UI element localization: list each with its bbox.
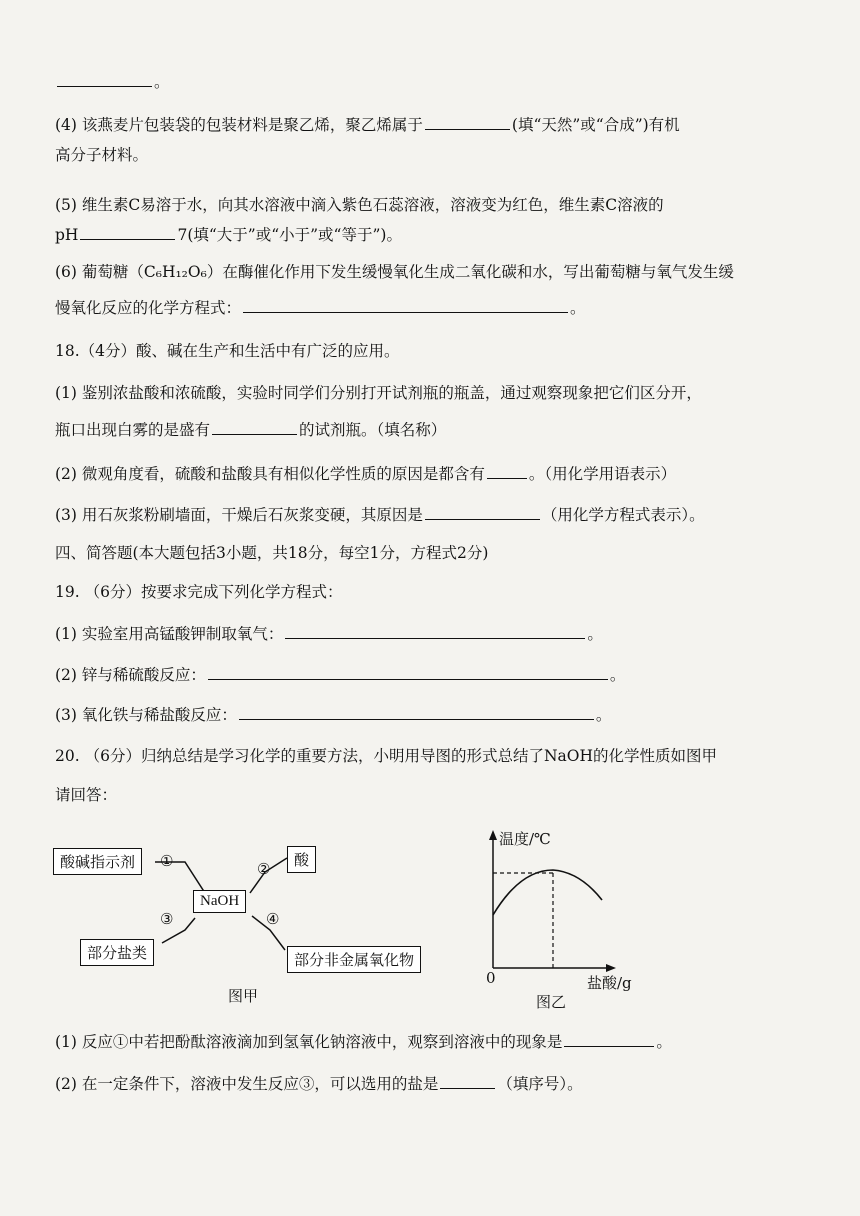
label-4: ④	[266, 910, 280, 928]
period: 。	[587, 625, 603, 643]
period: 。	[656, 1033, 672, 1051]
yi-ylabel: 温度/℃	[499, 830, 551, 848]
answer-blank[interactable]	[440, 1074, 495, 1089]
caption-jia: 图甲	[228, 987, 259, 1005]
ph-label: pH	[55, 226, 79, 244]
period: 。	[154, 73, 170, 91]
q18-2-text: (2) 微观角度看，硫酸和盐酸具有相似化学性质的原因是都含有	[55, 465, 485, 483]
q17-5-hint: 7(填“大于”或“小于”或“等于”)。	[177, 226, 402, 244]
q19-3-text: (3) 氧化铁与稀盐酸反应：	[55, 706, 237, 724]
q18-1-text: (1) 鉴别浓盐酸和浓硫酸，实验时同学们分别打开试剂瓶的瓶盖，通过观察现象把它们区分开，	[55, 384, 702, 402]
caption-yi: 图乙	[536, 993, 567, 1011]
q17-6-text: (6) 葡萄糖（C₆H₁₂O₆）在酶催化作用下发生缓慢氧化生成二氧化碳和水，写出葡萄糖与氧气发生缓	[55, 263, 734, 281]
q17-5-text: (5) 维生素C易溶于水，向其水溶液中滴入紫色石蕊溶液，溶液变为红色，维生素C溶液的	[55, 196, 664, 214]
q18-3-text: (3) 用石灰浆粉刷墙面，干燥后石灰浆变硬，其原因是	[55, 506, 423, 524]
q19-2-text: (2) 锌与稀硫酸反应：	[55, 666, 206, 684]
period: 。	[595, 706, 612, 724]
label-2: ②	[257, 860, 271, 878]
q20-title: 20. （6分）归纳总结是学习化学的重要方法，小明用导图的形式总结了NaOH的化学性质如图甲	[55, 747, 717, 765]
q18-title: 18.（4分）酸、碱在生产和生活中有广泛的应用。	[55, 342, 400, 360]
q18-1-prompt: 瓶口出现白雾的是盛有	[55, 421, 211, 439]
q17-4-hint: (填“天然”或“合成”)有机	[511, 116, 680, 134]
q18-1-hint: 的试剂瓶。（填名称）	[299, 421, 447, 439]
box-naoh: NaOH	[193, 890, 246, 913]
section-heading: 四、简答题(本大题包括3小题，共18分，每空1分，方程式2分)	[55, 544, 489, 562]
period: 。	[609, 666, 626, 684]
q20-1-text: (1) 反应①中若把酚酞溶液滴加到氢氧化钠溶液中，观察到溶液中的现象是	[55, 1033, 563, 1051]
label-3: ③	[160, 910, 174, 928]
q20-2-line	[55, 1074, 583, 1094]
q19-1-text: (1) 实验室用高锰酸钾制取氧气：	[55, 625, 284, 643]
q17-4-text: (4) 该燕麦片包装袋的包装材料是聚乙烯，聚乙烯属于	[55, 116, 423, 134]
box-acid: 酸	[287, 846, 316, 873]
q17-6-prompt: 慢氧化反应的化学方程式：	[55, 299, 242, 317]
box-indicator: 酸碱指示剂	[53, 848, 142, 875]
period: 。	[570, 299, 586, 317]
q20-1-line	[55, 1032, 672, 1052]
q18-3-hint: （用化学方程式表示）。	[541, 506, 705, 524]
q20-title2: 请回答：	[55, 786, 118, 804]
q18-2-hint: 。（用化学用语表示）	[528, 465, 677, 483]
box-salts: 部分盐类	[80, 939, 154, 966]
q19-title: 19. （6分）按要求完成下列化学方程式：	[55, 583, 343, 601]
answer-blank[interactable]	[564, 1032, 654, 1047]
yi-xlabel: 盐酸/g	[587, 974, 632, 992]
yi-origin: 0	[486, 969, 496, 987]
q17-4-cont: 高分子材料。	[55, 146, 149, 164]
q20-2-text: (2) 在一定条件下，溶液中发生反应③，可以选用的盐是	[55, 1075, 439, 1093]
q20-2-hint: （填序号）。	[497, 1075, 583, 1093]
label-1: ①	[160, 852, 174, 870]
box-nonmetal-oxides: 部分非金属氧化物	[287, 946, 421, 973]
